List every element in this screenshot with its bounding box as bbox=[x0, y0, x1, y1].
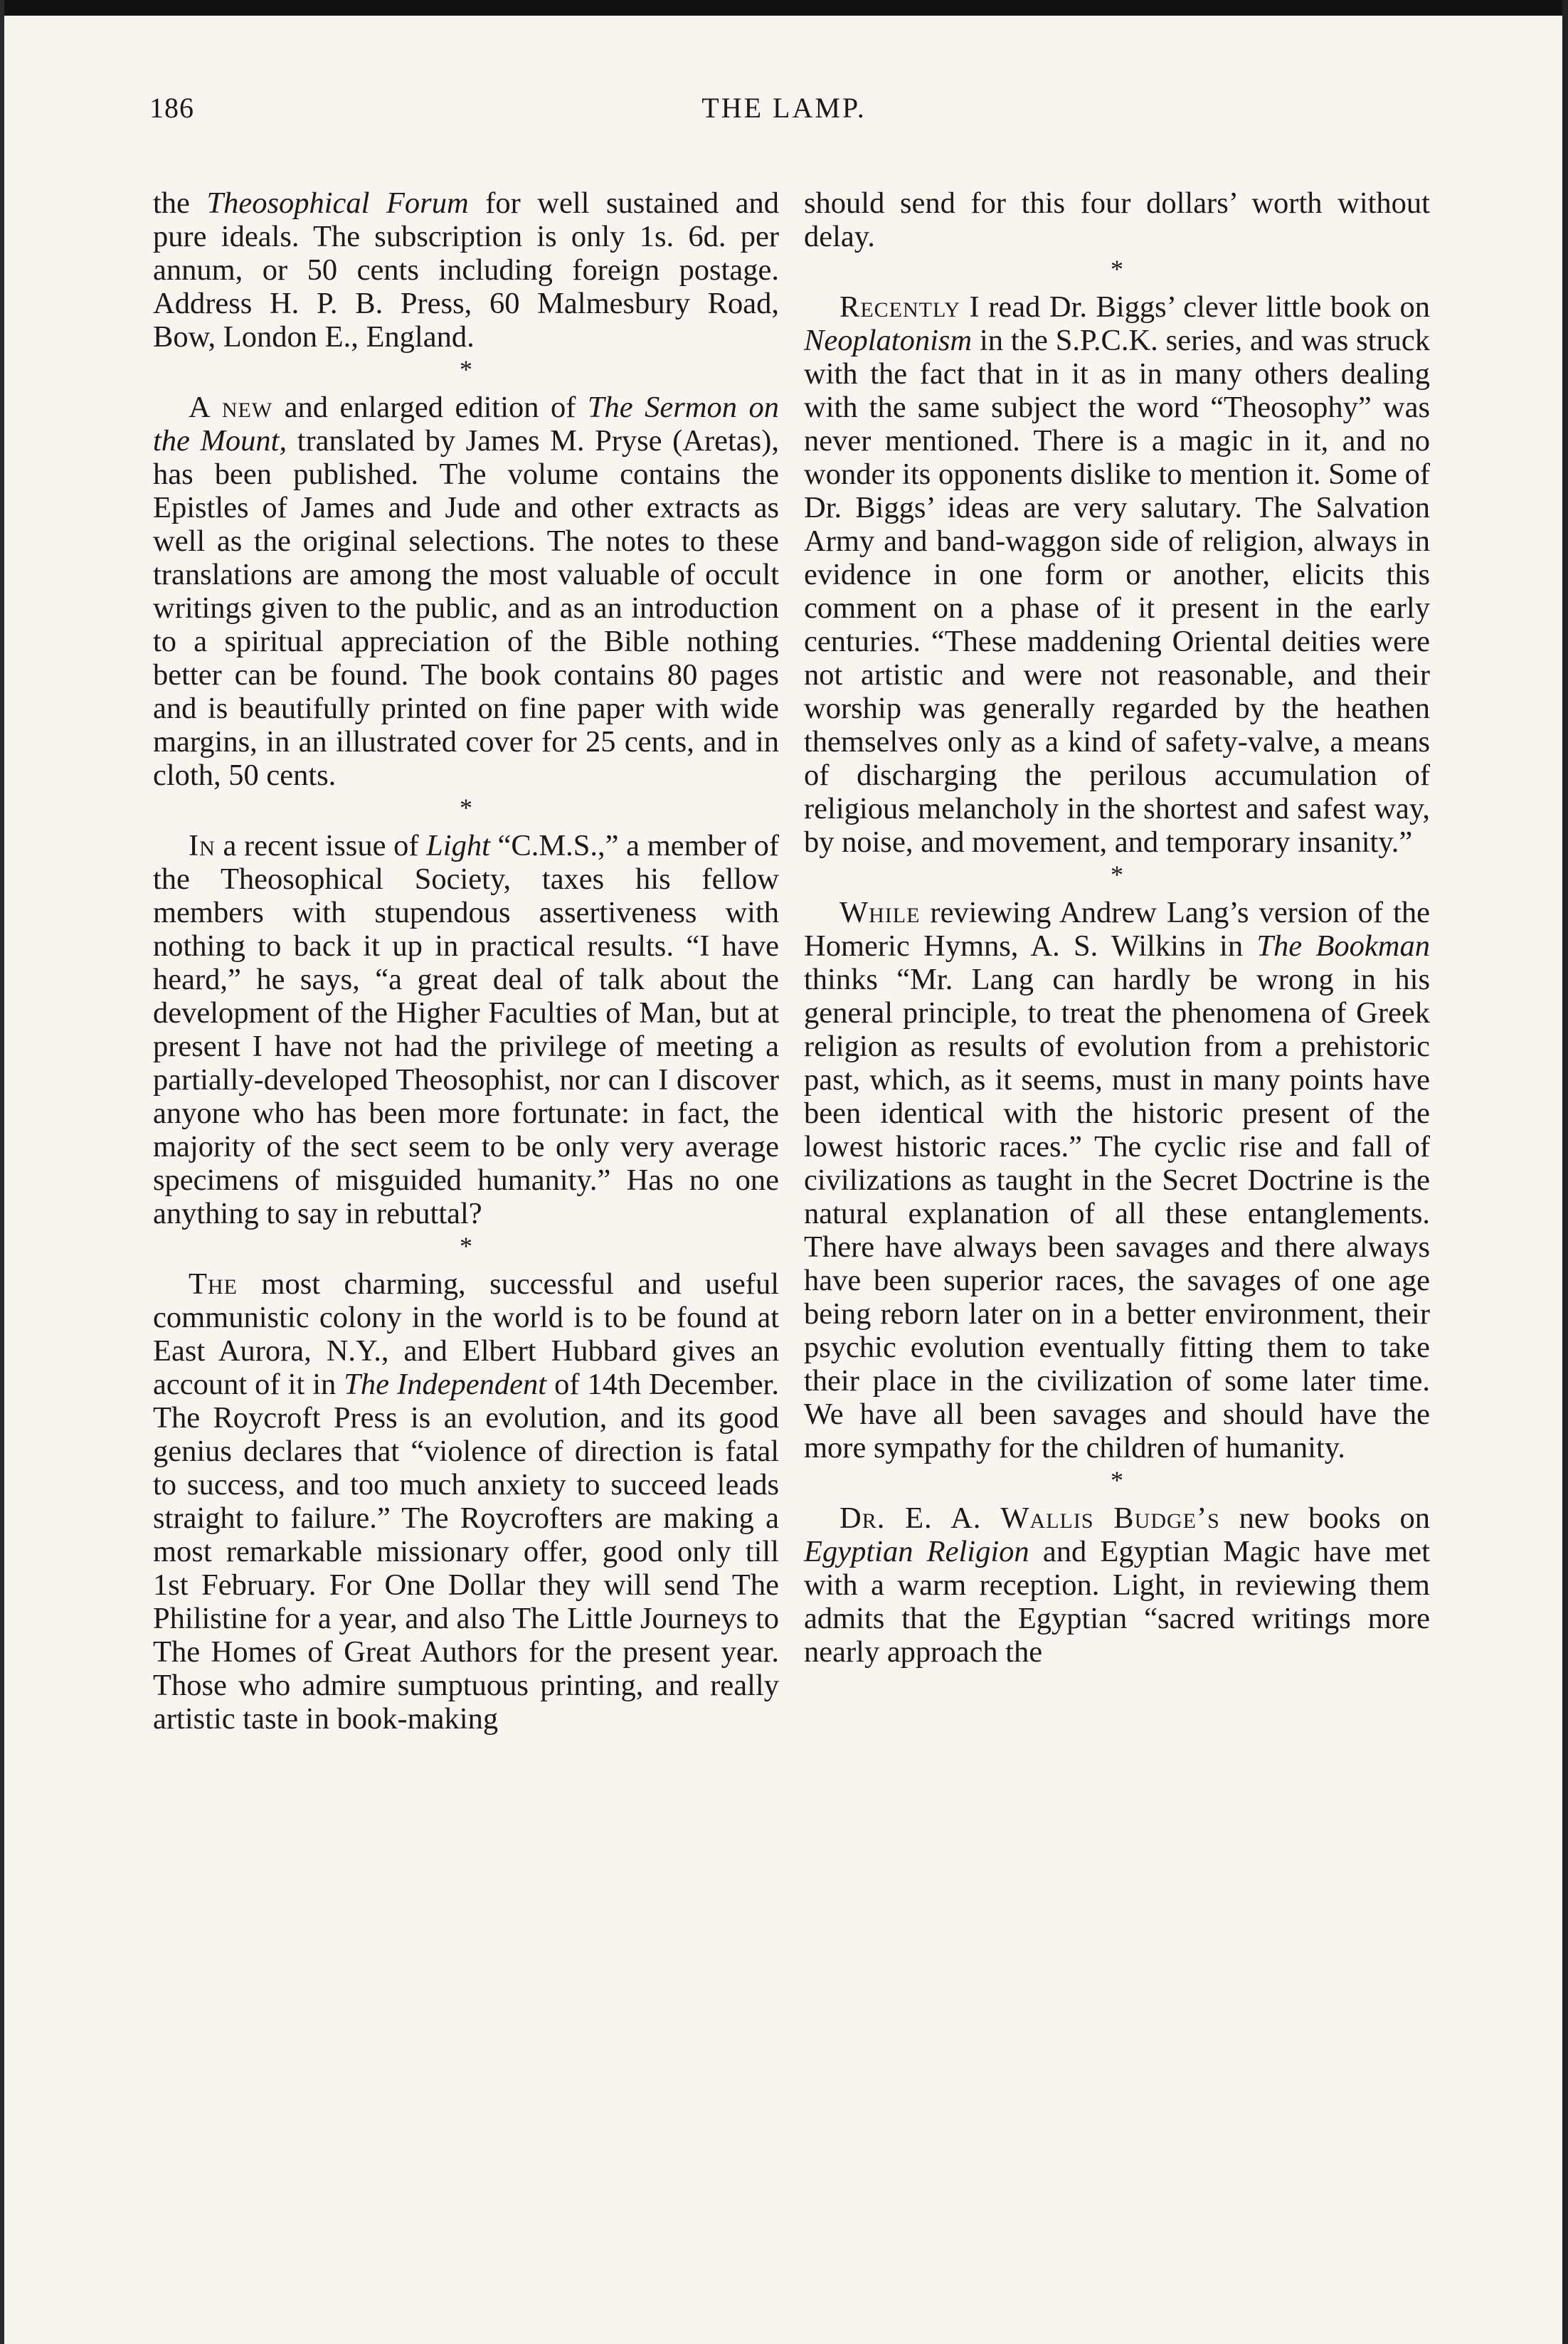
paragraph-text: and enlarged edition of bbox=[272, 391, 588, 424]
paragraph-text: reviewing Andrew Lang’s version of the Homeric Hymns, A. S. Wilkins in bbox=[804, 896, 1430, 963]
article-paragraph bbox=[153, 186, 779, 354]
left-border bbox=[0, 0, 4, 2344]
paragraph-text: translated by James M. Pryse (Aretas), has been published. The volume contains the Epistles of James and Jude and other extracts as well as the original selections. The notes to these translations are among the most valuable of occult writings given to the public, and as an introduction to a spiritual appreciation of the Bible nothing better can be found. The book contains 80 pages and is beautifully printed on fine paper with wide margins, in an illustrated cover for 25 cents, and in cloth, 50 cents. bbox=[153, 424, 779, 792]
paragraph-lead-word: Dr. E. A. Wallis Budge’s bbox=[839, 1501, 1220, 1535]
paragraph-text: of 14th December. The Roycroft Press is an evolution, and its good genius declares that “violence of direction is fatal to success, and too much anxiety to succeed leads straight to failure.” The Roycrofters are making a most remarkable missionary offer, good only till 1st February. For One Dollar they will send The Philistine for a year, and also The Little Journeys to The Homes of Great Authors for the present year. Those who admire sumptuous printing, and really artistic taste in book-making bbox=[153, 1368, 779, 1736]
paragraph-text: should send for this four dollars’ worth without delay. bbox=[804, 186, 1430, 253]
section-divider-asterisk: * bbox=[460, 793, 472, 822]
paragraph-text: in the S.P.C.K. series, and was struck with the fact that in it as in many others dealing with the same subject the word “Theosophy” was never mentioned. There is a magic in it, and no wonder its opponents dislike to mention it. Some of Dr. Biggs’ ideas are very salutary. The Salvation Army and band-waggon side of religion, always in evidence in one form or another, elicits this comment on a phase of it present in the early centuries. “These maddening Oriental deities were not artistic and were not reasonable, and their worship was generally regarded by the heathen themselves only as a kind of safety-valve, a means of discharging the perilous accumulation of religious melancholy in the shortest and safest way, by noise, and movement, and temporary insanity.” bbox=[804, 324, 1430, 859]
article-paragraph bbox=[153, 829, 779, 1230]
italic-title: Theosophical Forum bbox=[206, 186, 469, 220]
section-divider-asterisk: * bbox=[460, 1232, 472, 1260]
article-paragraph bbox=[153, 391, 779, 792]
running-title: THE LAMP. bbox=[701, 92, 867, 124]
left-column bbox=[153, 186, 779, 1736]
paragraph-text: I read Dr. Biggs’ clever little book on bbox=[960, 290, 1430, 324]
italic-title: Light bbox=[426, 829, 490, 862]
paragraph-text: a recent issue of bbox=[215, 829, 427, 862]
paragraph-lead-word: In bbox=[189, 829, 216, 862]
paragraph-lead-word: While bbox=[839, 896, 921, 929]
paragraph-text: new books on bbox=[1219, 1501, 1430, 1535]
article-paragraph bbox=[804, 186, 1430, 253]
italic-title: The Independent bbox=[344, 1368, 547, 1401]
section-divider-asterisk: * bbox=[1111, 1466, 1123, 1494]
italic-title: The Bookman bbox=[1256, 929, 1430, 963]
paragraph-text: and Egyptian Magic have met with a warm reception. Light, in reviewing them admits that the Egyptian “sacred writings more nearly approach the bbox=[804, 1535, 1430, 1669]
paragraph-text: most charming, successful and useful communistic colony in the world is to be found at East Aurora, N.Y., and Elbert Hubbard gives an account of it in bbox=[153, 1267, 779, 1401]
paragraph-text: for well sustained and pure ideals. The subscription is only 1s. 6d. per annum, or 50 cents including foreign postage. Address H. P. B. Press, 60 Malmesbury Road, Bow, London E., England. bbox=[153, 186, 779, 354]
right-border bbox=[1562, 0, 1568, 2344]
article-paragraph bbox=[804, 290, 1430, 859]
paragraph-lead-word: The bbox=[189, 1267, 238, 1301]
italic-title: Egyptian Religion bbox=[804, 1535, 1029, 1568]
paragraph-lead-word: A new bbox=[189, 391, 273, 424]
top-border bbox=[0, 0, 1568, 16]
section-divider-asterisk: * bbox=[1111, 860, 1123, 889]
italic-title: Neoplatonism bbox=[804, 324, 973, 357]
italic-title: The Sermon on the Mount, bbox=[153, 391, 779, 458]
paragraph-lead-word: Recently bbox=[839, 290, 960, 324]
page-number: 186 bbox=[149, 92, 194, 124]
right-column bbox=[804, 186, 1430, 1669]
article-paragraph bbox=[153, 1267, 779, 1736]
article-paragraph bbox=[804, 896, 1430, 1464]
section-divider-asterisk: * bbox=[460, 355, 472, 384]
section-divider-asterisk: * bbox=[1111, 255, 1123, 283]
paragraph-text: thinks “Mr. Lang can hardly be wrong in his general principle, to treat the phenomena of Greek religion as results of evolution from a prehistoric past, which, as it seems, must in many points have been identical with the historic present of the lowest historic races.” The cyclic rise and fall of civilizations as taught in the Secret Doctrine is the natural explanation of all these entanglements. There have always been savages and there always have been superior races, the savages of one age being reborn later on in a better environment, their psychic evolution eventually fitting them to take their place in the civilization of some later time. We have all been savages and should have the more sympathy for the children of humanity. bbox=[804, 963, 1430, 1464]
paragraph-text: “C.M.S.,” a member of the Theosophical Society, taxes his fellow members with stupendous assertiveness with nothing to back it up in practical results. “I have heard,” he says, “a great deal of talk about the development of the Higher Faculties of Man, but at present I have not had the privilege of meeting a partially-developed Theosophist, nor can I discover anyone who has been more fortunate: in fact, the majority of the sect seem to be only very average specimens of misguided humanity.” Has no one anything to say in rebuttal? bbox=[153, 829, 779, 1230]
article-paragraph bbox=[804, 1501, 1430, 1669]
paragraph-text: the bbox=[153, 186, 207, 220]
